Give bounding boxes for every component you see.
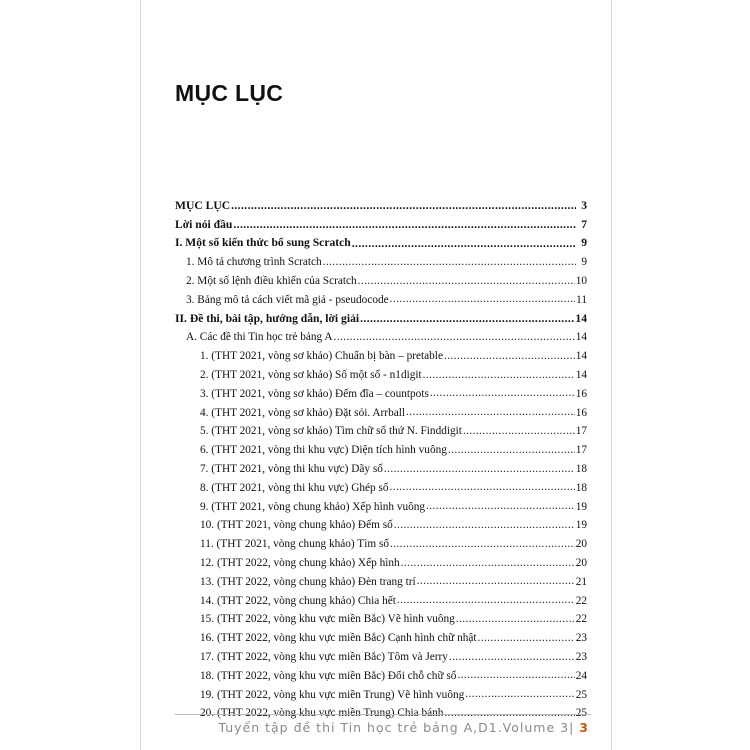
toc-entry-page: 9 <box>581 256 587 269</box>
toc-entry-page: 16 <box>575 406 587 419</box>
toc-entry-title: Lời nói đầu <box>175 217 233 231</box>
toc-entry-page: 23 <box>575 650 587 663</box>
toc-entry[interactable] <box>175 644 587 663</box>
toc-entry-title: II. Đề thi, bài tập, hướng dẫn, lời giải <box>175 311 360 325</box>
toc-entry-title: 19. (THT 2022, vòng khu vực miền Trung) Vẽ hình vuông <box>200 688 465 701</box>
toc-entry-page: 21 <box>575 575 587 588</box>
toc-entry[interactable] <box>175 682 587 701</box>
toc-leader-dots <box>390 539 575 550</box>
toc-entry[interactable] <box>175 494 587 513</box>
toc-leader-dots <box>233 219 576 231</box>
toc-entry-page: 19 <box>575 519 587 532</box>
toc-leader-dots <box>352 238 576 250</box>
toc-leader-dots <box>448 445 575 456</box>
toc-entry-page: 17 <box>575 425 587 438</box>
toc-leader-dots <box>390 294 575 305</box>
toc-entry-title: 14. (THT 2022, vòng chung khảo) Chia hết <box>200 594 396 607</box>
toc-entry[interactable] <box>175 249 587 268</box>
toc-entry-page: 18 <box>575 462 587 475</box>
toc-entry-title: 1. (THT 2021, vòng sơ khảo) Chuẩn bị bàn – pretable <box>200 350 443 363</box>
toc-entry[interactable] <box>175 531 587 550</box>
toc-leader-dots <box>384 464 575 475</box>
toc-leader-dots <box>394 520 575 531</box>
toc-entry[interactable] <box>175 306 587 325</box>
toc-entry-page: 11 <box>576 293 587 306</box>
toc-entry-page: 16 <box>575 387 587 400</box>
toc-entry-title: 2. Một số lệnh điều khiển của Scratch <box>186 274 357 287</box>
toc-entry-page: 10 <box>575 274 587 287</box>
toc-leader-dots <box>323 257 576 268</box>
toc-entry-title: 6. (THT 2021, vòng thi khu vực) Diện tích hình vuông <box>200 444 447 457</box>
toc-entry[interactable] <box>175 419 587 438</box>
toc-entry-page: 22 <box>575 613 587 626</box>
toc-entry[interactable] <box>175 569 587 588</box>
toc-leader-dots <box>397 595 575 606</box>
toc-entry-page: 19 <box>575 500 587 513</box>
toc-entry[interactable] <box>175 663 587 682</box>
toc-entry-page: 23 <box>575 632 587 645</box>
toc-leader-dots <box>457 670 574 681</box>
toc-entry-title: 15. (THT 2022, vòng khu vực miền Bắc) Vẽ hình vuông <box>200 613 455 626</box>
footer-text: Tuyển tập đề thi Tin học trẻ bảng A,D1.Volume 3| <box>218 720 575 735</box>
toc-entry-title: A. Các đề thi Tin học trẻ bảng A <box>186 331 333 344</box>
toc-leader-dots <box>465 689 574 700</box>
toc-entry[interactable] <box>175 588 587 607</box>
toc-entry[interactable] <box>175 212 587 231</box>
toc-entry-page: 20 <box>575 556 587 569</box>
toc-entry-title: 11. (THT 2021, vòng chung khảo) Tìm số <box>200 538 389 551</box>
toc-entry-page: 14 <box>575 350 587 363</box>
toc-entry-title: 10. (THT 2021, vòng chung khảo) Đếm số <box>200 519 393 532</box>
document-page <box>140 0 612 750</box>
toc-entry[interactable] <box>175 513 587 532</box>
toc-entry-title: 13. (THT 2022, vòng chung khảo) Đèn trang trí <box>200 575 416 588</box>
toc-leader-dots <box>463 426 575 437</box>
toc-entry-title: 12. (THT 2022, vòng chung khảo) Xếp hình <box>200 556 400 569</box>
toc-entry-page: 3 <box>581 198 587 212</box>
toc-entry-page: 25 <box>575 707 587 720</box>
toc-entry-page: 9 <box>581 236 587 250</box>
toc-leader-dots <box>449 652 575 663</box>
toc-entry-title: 2. (THT 2021, vòng sơ khảo) Số một số - n1digit <box>200 368 422 381</box>
toc-entry-page: 17 <box>575 444 587 457</box>
toc-leader-dots <box>231 200 576 212</box>
toc-entry[interactable] <box>175 287 587 306</box>
toc-leader-dots <box>444 351 575 362</box>
toc-entry[interactable] <box>175 456 587 475</box>
page-title: MỤC LỤC <box>175 80 284 106</box>
footer-page-number: 3 <box>579 720 589 735</box>
toc-entry[interactable] <box>175 701 587 720</box>
toc-entry[interactable] <box>175 325 587 344</box>
toc-entry-title: I. Một số kiến thức bổ sung Scratch <box>175 236 351 250</box>
toc-entry-title: 9. (THT 2021, vòng chung khảo) Xếp hình vuông <box>200 500 426 513</box>
toc-leader-dots <box>426 501 575 512</box>
toc-leader-dots <box>358 276 575 287</box>
page-footer <box>218 720 589 735</box>
toc-entry-page: 25 <box>575 688 587 701</box>
toc-entry[interactable] <box>175 475 587 494</box>
toc-leader-dots <box>401 558 575 569</box>
toc-entry[interactable] <box>175 381 587 400</box>
toc-entry-title: 3. Bảng mô tả cách viết mã giả - pseudocode <box>186 293 389 306</box>
toc-entry[interactable] <box>175 400 587 419</box>
toc-entry-title: 17. (THT 2022, vòng khu vực miền Bắc) Tôm và Jerry <box>200 650 448 663</box>
toc-entry-title: 3. (THT 2021, vòng sơ khảo) Đếm đĩa – countpots <box>200 387 429 400</box>
toc-leader-dots <box>406 407 575 418</box>
toc-entry-page: 18 <box>575 481 587 494</box>
toc-entry-title: 20. (THT 2022, vòng khu vực miền Trung) Chia bánh <box>200 707 444 720</box>
toc-entry[interactable] <box>175 625 587 644</box>
toc-entry-page: 24 <box>575 669 587 682</box>
toc-entry-title: 5. (THT 2021, vòng sơ khảo) Tìm chữ số thứ N. Finddigit <box>200 425 462 438</box>
toc-entry[interactable] <box>175 231 587 250</box>
toc-entry[interactable] <box>175 193 587 212</box>
toc-entry[interactable] <box>175 437 587 456</box>
toc-leader-dots <box>334 332 575 343</box>
toc-entry-title: 7. (THT 2021, vòng thi khu vực) Dãy số <box>200 462 383 475</box>
toc-leader-dots <box>478 633 575 644</box>
toc-entry-title: 16. (THT 2022, vòng khu vực miền Bắc) Cạnh hình chữ nhật <box>200 632 477 645</box>
toc-leader-dots <box>390 482 575 493</box>
toc-entry[interactable] <box>175 268 587 287</box>
toc-leader-dots <box>423 370 575 381</box>
toc-entry-title: 8. (THT 2021, vòng thi khu vực) Ghép số <box>200 481 389 494</box>
toc-entry-title: 18. (THT 2022, vòng khu vực miền Bắc) Đổi chỗ chữ số <box>200 669 457 682</box>
toc-entry-page: 14 <box>575 331 587 344</box>
toc-entry-page: 14 <box>575 311 587 325</box>
table-of-contents <box>175 193 587 719</box>
toc-entry-title: 4. (THT 2021, vòng sơ khảo) Đặt sỏi. Arrball <box>200 406 406 419</box>
toc-entry-page: 22 <box>575 594 587 607</box>
footer-divider <box>175 714 591 715</box>
toc-leader-dots <box>360 313 574 325</box>
toc-entry[interactable] <box>175 343 587 362</box>
toc-leader-dots <box>430 388 575 399</box>
toc-entry[interactable] <box>175 550 587 569</box>
toc-entry-page: 20 <box>575 538 587 551</box>
toc-entry-title: 1. Mô tả chương trình Scratch <box>186 256 322 269</box>
toc-leader-dots <box>417 576 575 587</box>
toc-entry-title: MỤC LỤC <box>175 198 231 212</box>
toc-leader-dots <box>456 614 575 625</box>
toc-entry-page: 14 <box>575 368 587 381</box>
toc-entry[interactable] <box>175 607 587 626</box>
toc-entry[interactable] <box>175 362 587 381</box>
toc-entry-page: 7 <box>581 217 587 231</box>
